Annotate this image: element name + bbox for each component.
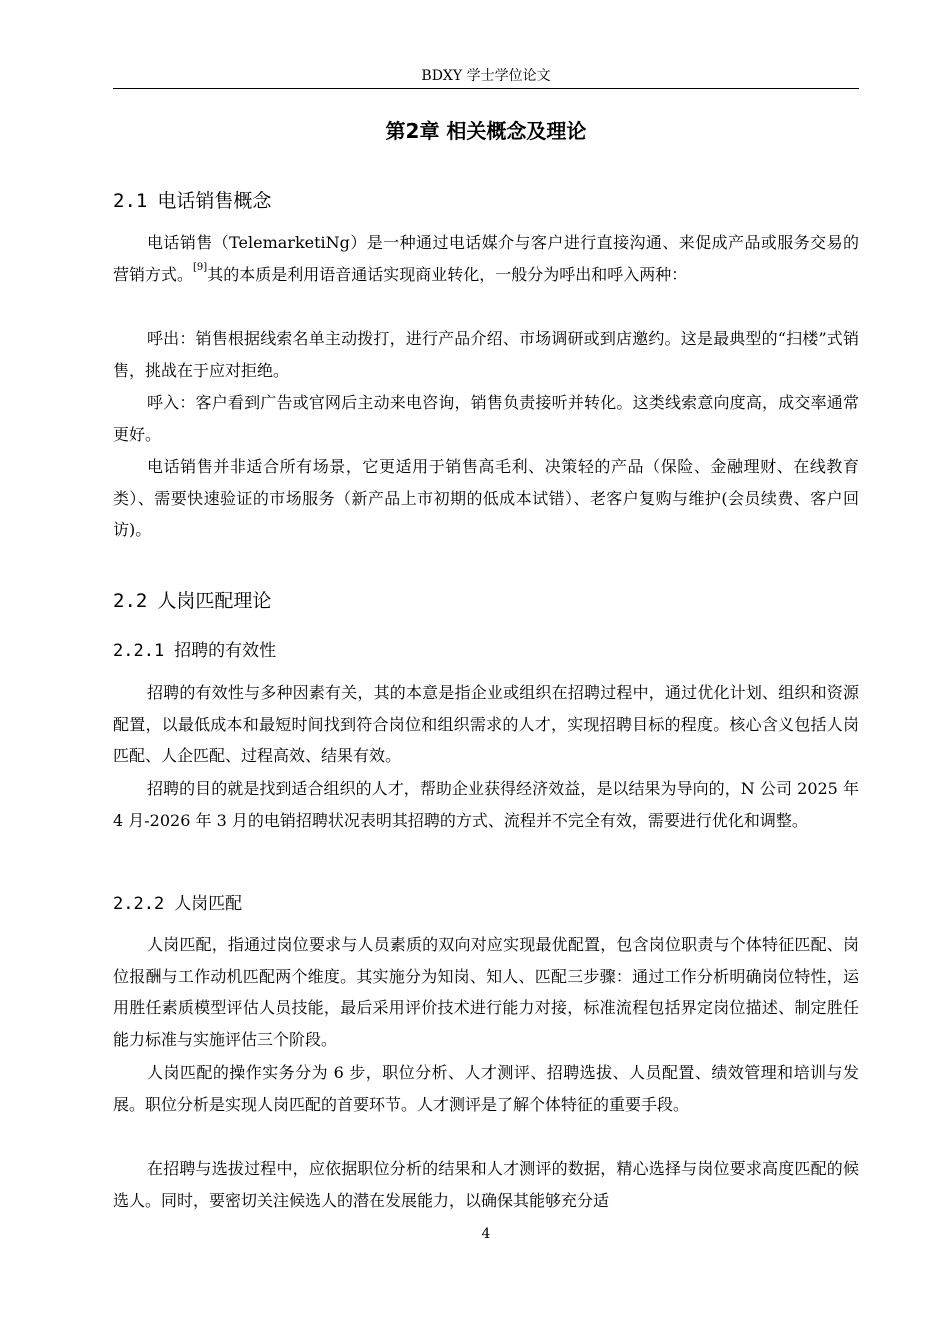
section-number: 2.1 xyxy=(113,190,148,212)
citation-ref: [9] xyxy=(193,261,208,273)
section-heading-2-2-2 xyxy=(113,891,242,917)
header-rule xyxy=(113,88,859,89)
paragraph-text: 电话销售（TelemarketiNg）是一种通过电话媒介与客户进行直接沟通、来促成产品或服务交易的营销方式。 xyxy=(113,233,859,284)
page-number: 4 xyxy=(481,1226,491,1242)
section-heading-2-2 xyxy=(113,587,271,615)
section-number: 2.2 xyxy=(113,590,148,612)
section-title: 电话销售概念 xyxy=(157,190,272,212)
paragraph-inbound: 呼入：客户看到广告或官网后主动来电咨询，销售负责接听并转化。这类线索意向度高，成交率通常更好。 xyxy=(113,393,859,444)
section-title: 人岗匹配理论 xyxy=(157,590,272,612)
paragraph-outbound: 呼出：销售根据线索名单主动拨打，进行产品介绍、市场调研或到店邀约。这是最典型的“扫楼”式销售，挑战在于应对拒绝。 xyxy=(113,329,859,380)
chapter-title: 第2章 相关概念及理论 xyxy=(385,119,587,143)
paragraph-person-job-fit: 人岗匹配，指通过岗位要求与人员素质的双向对应实现最优配置，包含岗位职责与个体特征匹配、岗位报酬与工作动机匹配两个维度。其实施分为知岗、知人、匹配三步骤：通过工作分析明确岗位特性，运用胜任素质模型评估人员技能，最后采用评价技术进行能力对接，标准流程包括界定岗位描述、制定胜任能力标准与实施评估三个阶段。 xyxy=(113,935,859,1049)
paragraph-recruitment-effectiveness: 招聘的有效性与多种因素有关，其的本意是指企业或组织在招聘过程中，通过优化计划、组织和资源配置，以最低成本和最短时间找到符合岗位和组织需求的人才，实现招聘目标的程度。核心含义包括人岗匹配、人企匹配、过程高效、结果有效。 xyxy=(113,683,859,765)
running-header: BDXY 学士学位论文 xyxy=(421,68,551,84)
paragraph-telemarketing-definition xyxy=(113,227,859,290)
section-number: 2.2.1 xyxy=(113,641,165,661)
section-heading-2-1 xyxy=(113,187,271,215)
section-heading-2-2-1 xyxy=(113,638,276,664)
paragraph-text: 其的本质是利用语音通话实现商业转化，一般分为呼出和呼入两种： xyxy=(207,264,688,284)
section-title: 招聘的有效性 xyxy=(174,641,277,661)
paragraph-selection: 在招聘与选拔过程中，应依据职位分析的结果和人才测评的数据，精心选择与岗位要求高度匹配的候选人。同时，要密切关注候选人的潜在发展能力，以确保其能够充分适 xyxy=(113,1159,859,1210)
paragraph-recruitment-purpose: 招聘的目的就是找到适合组织的人才，帮助企业获得经济效益，是以结果为导向的，N 公司 2025 年 4 月-2026 年 3 月的电销招聘状况表明其招聘的方式、流程并不完全有效，需要进行优化和调整。 xyxy=(113,779,859,830)
section-number: 2.2.2 xyxy=(113,894,165,914)
paragraph-scenarios: 电话销售并非适合所有场景，它更适用于销售高毛利、决策轻的产品（保险、金融理财、在线教育类）、需要快速验证的市场服务（新产品上市初期的低成本试错）、老客户复购与维护(会员续费、客户回访)。 xyxy=(113,457,859,539)
section-title: 人岗匹配 xyxy=(174,894,243,914)
paragraph-fit-steps: 人岗匹配的操作实务分为 6 步，职位分析、人才测评、招聘选拔、人员配置、绩效管理和培训与发展。职位分析是实现人岗匹配的首要环节。人才测评是了解个体特征的重要手段。 xyxy=(113,1063,859,1114)
